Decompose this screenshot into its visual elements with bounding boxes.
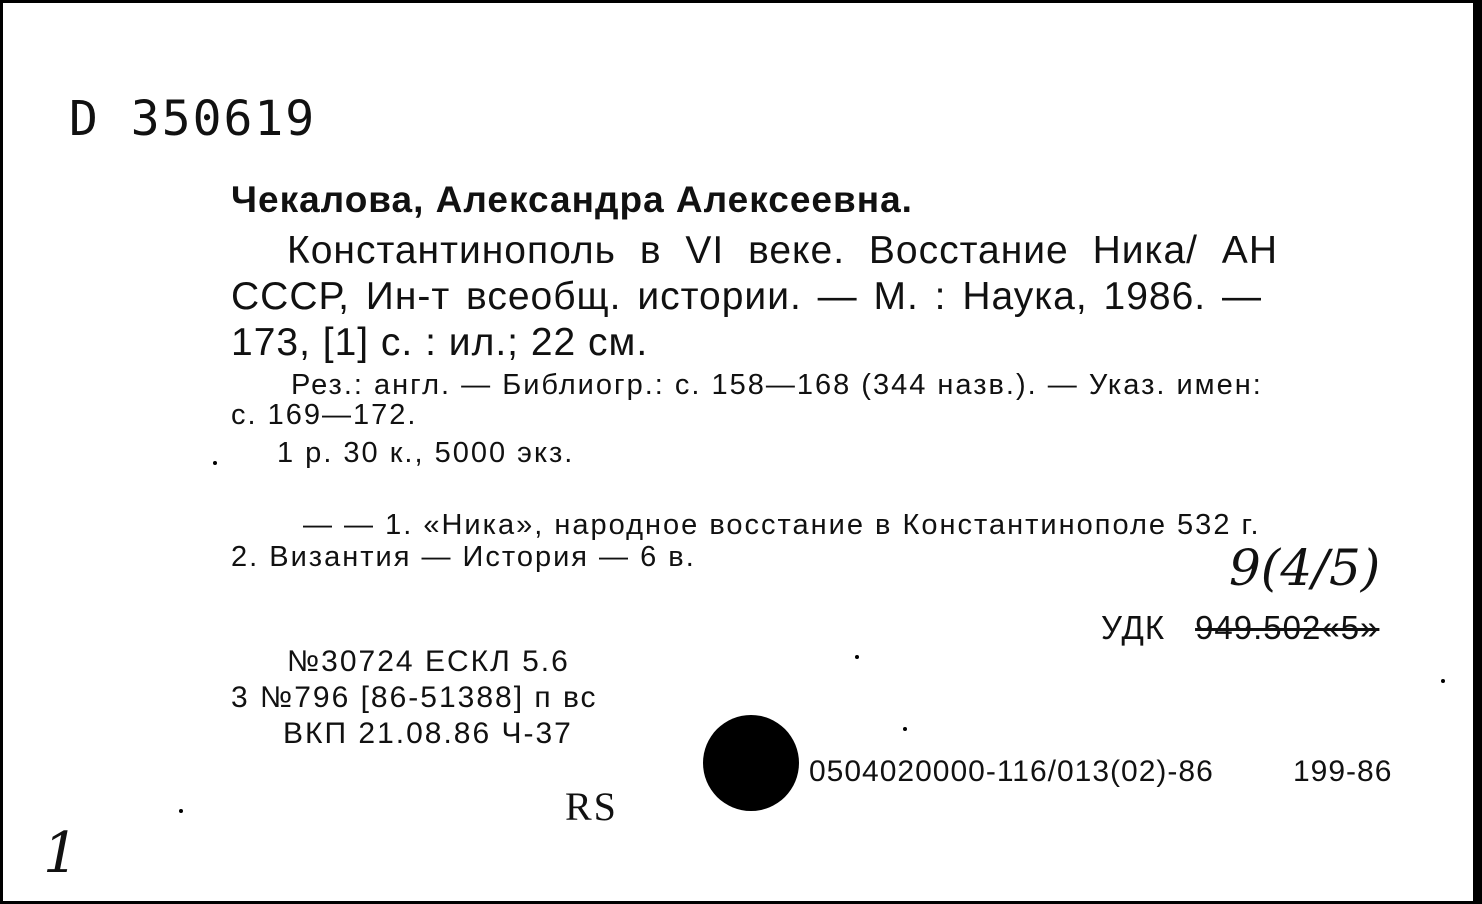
rs-mark: RS [565, 784, 618, 829]
processing-line-3: ВКП 21.08.86 Ч-37 [283, 717, 573, 750]
order-code: 199-86 [1293, 755, 1393, 788]
processing-line-1: №30724 ЕСКЛ 5.6 [287, 645, 570, 678]
title-line-1: Константинополь в VI веке. Восстание Ника/ АН [287, 229, 1278, 272]
speck-mark [213, 461, 217, 465]
handwritten-number: 1 [43, 821, 79, 886]
processing-line-2: 3 №796 [86-51388] п вс [231, 681, 598, 714]
subjects-line-1: — — 1. «Ника», народное восстание в Константинополе 532 г. [303, 509, 1261, 541]
speck-mark [1441, 679, 1445, 683]
notes-line-1: Рез.: англ. — Библиогр.: с. 158—168 (344 назв.). — Указ. имен: [291, 369, 1263, 401]
card-edge [1473, 3, 1479, 901]
udk-label: УДК [1101, 609, 1166, 646]
notes-line-2: с. 169—172. [231, 399, 418, 431]
isbn-code: 0504020000-116/013(02)-86 [809, 755, 1214, 788]
title-line-3: 173, [1] с. : ил.; 22 см. [231, 321, 649, 364]
call-number: D 350619 [69, 91, 317, 147]
punch-hole [703, 715, 799, 811]
handwritten-class-mark: 9(4/5) [1229, 539, 1381, 597]
title-line-2: СССР, Ин-т всеобщ. истории. — М. : Наука, 1986. — [231, 275, 1262, 318]
speck-mark [179, 809, 183, 813]
speck-mark [903, 727, 907, 731]
subjects-line-2: 2. Византия — История — 6 в. [231, 541, 696, 573]
price-line: 1 р. 30 к., 5000 экз. [277, 437, 575, 469]
author-heading: Чекалова, Александра Алексеевна. [231, 179, 913, 220]
udk-code-struck: 949.502«5» [1195, 609, 1380, 646]
udk-line [1101, 609, 1379, 647]
speck-mark [855, 655, 859, 659]
